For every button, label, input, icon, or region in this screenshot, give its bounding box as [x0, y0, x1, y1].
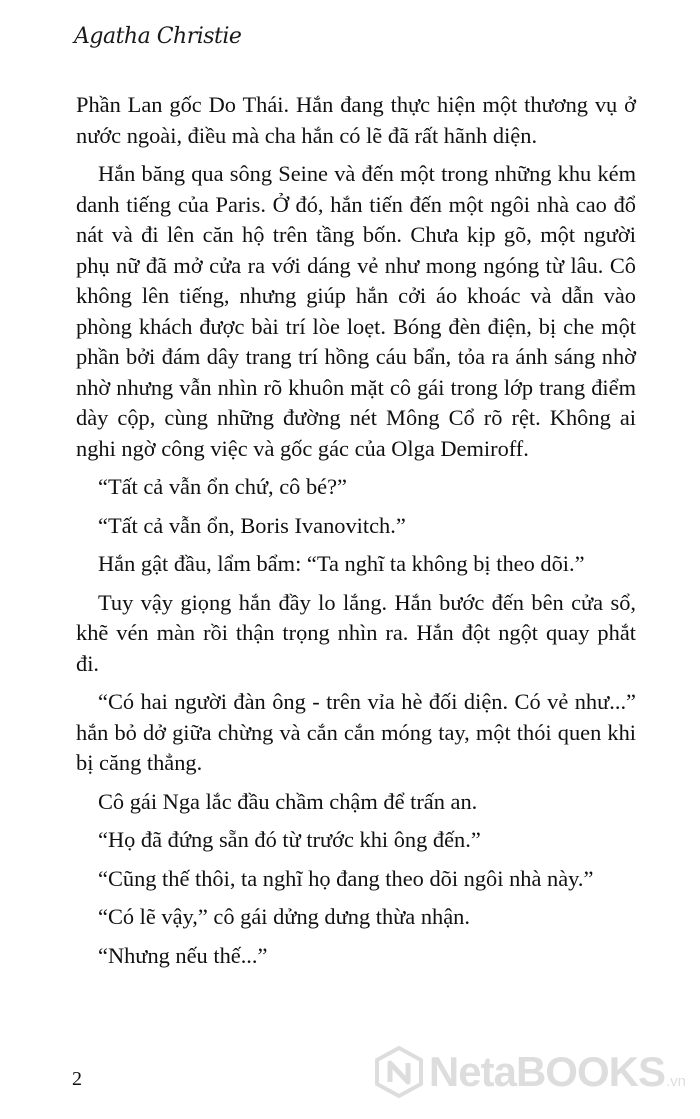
paragraph-2: Hắn băng qua sông Seine và đến một trong những khu kém danh tiếng của Paris. Ở đó, hắn tiến đến một ngôi nhà cao đổ nát và đi lên căn hộ trên tầng bốn. Chưa kịp gõ, một người phụ nữ đã mở cửa ra với dáng vẻ như mong ngóng từ lâu. Cô không lên tiếng, nhưng giúp hắn cởi áo khoác và dẫn vào phòng khách được bài trí lòe loẹt. Bóng đèn điện, bị che một phần bởi đám dây trang trí hồng cáu bẩn, tỏa ra ánh sáng nhờ nhờ nhưng vẫn nhìn rõ khuôn mặt cô gái trong lớp trang điểm dày cộp, cùng những đường nét Mông Cổ rõ rệt. Không ai nghi ngờ công việc và gốc gác của Olga Demiroff.	[76, 161, 636, 461]
page-number: 2	[72, 1068, 82, 1090]
paragraph-5: Hắn gật đầu, lẩm bẩm: “Ta nghĩ ta không bị theo dõi.”	[98, 551, 585, 576]
watermark-brand: NetaBOOKS	[428, 1048, 665, 1095]
watermark-suffix: .vn	[665, 1073, 686, 1090]
author-signature: Agatha Christie	[74, 24, 242, 49]
paragraph-3: “Tất cả vẫn ổn chứ, cô bé?”	[98, 474, 347, 499]
paragraph-9: “Họ đã đứng sẵn đó từ trước khi ông đến.”	[98, 827, 481, 852]
paragraph-11: “Có lẽ vậy,” cô gái dửng dưng thừa nhận.	[98, 904, 470, 929]
watermark	[373, 1046, 686, 1098]
paragraph-8: Cô gái Nga lắc đầu chầm chậm để trấn an.	[98, 788, 478, 814]
paragraph-6: Tuy vậy giọng hắn đầy lo lắng. Hắn bước đến bên cửa sổ, khẽ vén màn rồi thận trọng nhìn ra. Hắn đột ngột quay phắt đi.	[76, 589, 636, 676]
paragraph-10: “Cũng thế thôi, ta nghĩ họ đang theo dõi ngôi nhà này.”	[98, 865, 594, 891]
netabooks-logo-icon	[373, 1046, 425, 1098]
page-body-text	[76, 90, 636, 979]
paragraph-7: “Có hai người đàn ông - trên vỉa hè đối diện. Có vẻ như...” hắn bỏ dở giữa chừng và cắn cắn móng tay, một thói quen khi bị căng thẳng.	[76, 689, 636, 775]
paragraph-12: “Nhưng nếu thế...”	[98, 942, 268, 968]
paragraph-1: Phần Lan gốc Do Thái. Hắn đang thực hiện một thương vụ ở nước ngoài, điều mà cha hắn có lẽ đã rất hãnh diện.	[76, 92, 636, 148]
paragraph-4: “Tất cả vẫn ổn, Boris Ivanovitch.”	[98, 512, 406, 538]
